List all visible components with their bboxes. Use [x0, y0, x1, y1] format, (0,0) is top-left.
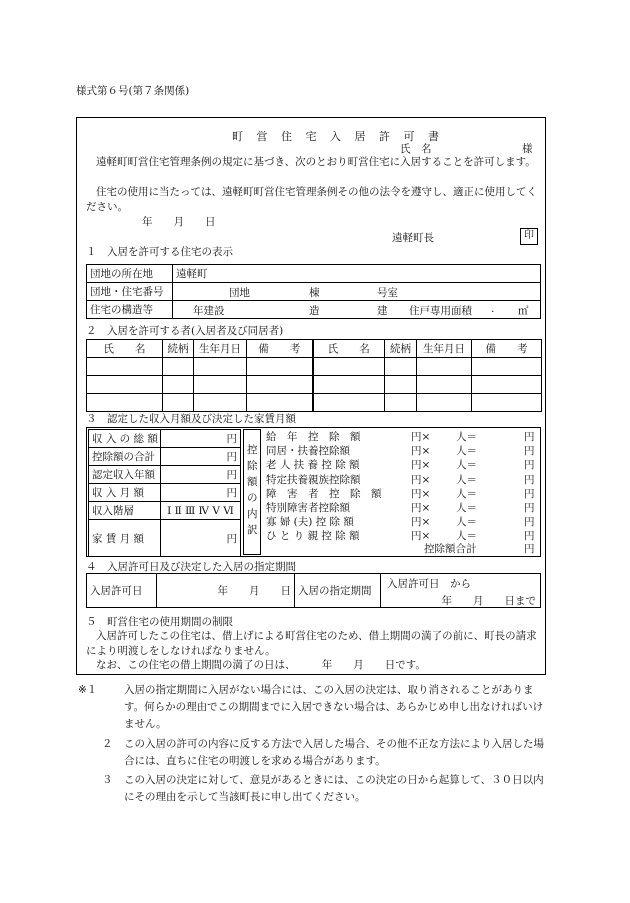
period-table — [86, 573, 541, 608]
ken-unit: 建 — [377, 305, 388, 317]
deduction-persons: 人＝ — [456, 516, 477, 529]
deduction-yen: 円 — [524, 431, 535, 443]
tou-unit: 棟 — [309, 287, 320, 299]
deduction-label: 特定扶養親族控除額 — [266, 473, 361, 486]
rent-label: 家 賃 月 額 — [89, 520, 161, 557]
section1-heading: １ 入居を許可する住宅の表示 — [86, 246, 233, 258]
period-from: 入居許可日 から — [387, 578, 471, 590]
annual-income-value: 円 — [161, 466, 241, 484]
note-3-text: この入居の決定に対して、意見があるときには、この決定の日から起算して、３０日以内にその理由を示して当該町長に申し出てください。 — [124, 774, 544, 803]
permit-date-value: 年 月 日 — [157, 574, 295, 608]
deduction-yen: 円 — [524, 516, 535, 529]
deduction-persons: 人＝ — [456, 530, 477, 543]
area-unit: ㎡ — [518, 305, 529, 317]
deduction-persons: 人＝ — [456, 487, 477, 500]
col-name-2: 氏 名 — [313, 340, 385, 358]
total-income-value: 円 — [161, 430, 241, 448]
rent-value: 円 — [161, 520, 241, 557]
deduction-yen: 円 — [524, 445, 535, 458]
deduction-yen-times: 円× — [411, 530, 431, 543]
monthly-income-value: 円 — [161, 484, 241, 502]
annual-income-label: 認定収入年額 — [89, 466, 161, 484]
period-label: 入居の指定期間 — [295, 574, 381, 608]
housing-table — [86, 264, 541, 319]
deduction-label: 障 害 者 控 除 額 — [266, 487, 382, 500]
number-label: 団地・住宅番号 — [87, 283, 173, 301]
seal-mark: 印 — [520, 228, 538, 245]
deduction-sum-value: 円 — [161, 448, 241, 466]
note-2-mark: ２ — [102, 738, 113, 750]
period-to: 年 月 日まで — [441, 595, 536, 607]
deduction-total-unit: 円 — [524, 543, 535, 555]
section5-paragraph-2: なお、この住宅の借上期間の満了の日は、 年 月 日です。 — [96, 659, 426, 671]
deduction-total-label: 控除額合計 — [424, 543, 477, 555]
income-table — [88, 429, 241, 557]
breakdown-char-1: 控 — [247, 444, 258, 456]
total-income-label: 収 入 の 総 額 — [89, 430, 161, 448]
location-label: 団地の所在地 — [87, 265, 173, 283]
issue-date: 年 月 日 — [142, 216, 216, 228]
deduction-yen-times: 円× — [411, 459, 431, 472]
deduction-yen-times: 円× — [411, 516, 431, 529]
breakdown-char-5: 内 — [247, 508, 258, 520]
occupant-row — [87, 376, 542, 394]
deduction-sum-label: 控除額の合計 — [89, 448, 161, 466]
deduction-yen: 円 — [524, 473, 535, 486]
built-year: 年建設 — [193, 305, 225, 317]
deduction-yen-times: 円× — [411, 473, 431, 486]
col-remarks-2: 備 考 — [472, 340, 542, 358]
document-title: 町 営 住 宅 入 居 許 可 書 — [232, 130, 444, 143]
form-number: 様式第６号(第７条関係) — [76, 85, 190, 97]
location-value: 遠軽町 — [173, 265, 541, 283]
col-birth-2: 生年月日 — [417, 340, 472, 358]
occupant-row — [87, 358, 542, 376]
deduction-persons: 人＝ — [456, 459, 477, 472]
intro-paragraph: 遠軽町町営住宅管理条例の規定に基づき、次のとおり町営住宅に入居することを許可します。 — [96, 156, 536, 168]
deduction-yen: 円 — [524, 502, 535, 514]
section5-paragraph-1: 入居許可したこの住宅は、借上げによる町営住宅のため、借上期間の満了の前に、町長の請求により明渡しをしなければなりません。 — [86, 630, 537, 657]
issuer-title: 遠軽町長 — [392, 232, 434, 244]
section5-heading: ５ 町営住宅の使用期間の制限 — [86, 616, 233, 628]
deduction-yen-times: 円× — [411, 431, 431, 443]
deduction-yen: 円 — [524, 459, 535, 472]
deduction-label: ひ と り 親 控 除 額 — [266, 530, 360, 543]
income-stage-label: 収入階層 — [89, 502, 161, 520]
deduction-yen: 円 — [524, 530, 535, 543]
deduction-persons: 人＝ — [456, 445, 477, 458]
period-value — [381, 574, 541, 608]
breakdown-char-3: 額 — [247, 476, 258, 488]
deduction-yen-times: 円× — [411, 445, 431, 458]
danchi-unit: 団地 — [229, 287, 250, 299]
col-name-1: 氏 名 — [87, 340, 163, 358]
structure-label: 住宅の構造等 — [87, 301, 173, 319]
section2-heading: ２ 入居を許可する者(入居者及び同居者) — [86, 325, 284, 337]
addressee-honorific: 様 — [522, 143, 533, 155]
occupants-table — [86, 339, 542, 412]
deduction-persons: 人＝ — [456, 431, 477, 443]
note-1-mark: ※１ — [78, 684, 98, 696]
goshitsu-unit: 号室 — [377, 287, 398, 299]
deduction-label: 老 人 扶 養 控 除 額 — [266, 459, 360, 472]
deduction-yen: 円 — [524, 487, 535, 500]
deduction-persons: 人＝ — [456, 473, 477, 486]
deduction-label: 寡 婦 (夫) 控 除 額 — [266, 516, 354, 529]
deduction-yen-times: 円× — [411, 487, 431, 500]
note-2-text: この入居の許可の内容に反する方法で入居した場合、その他不正な方法により入居した場合には、直ちに住宅の明渡しを求める場合があります。 — [124, 738, 544, 767]
col-remarks-1: 備 考 — [247, 340, 313, 358]
deduction-label: 給 年 控 除 額 — [266, 431, 361, 443]
deduction-label: 同居・扶養控除額 — [266, 445, 350, 458]
monthly-income-label: 収 入 月 額 — [89, 484, 161, 502]
occupant-row — [87, 394, 542, 412]
addressee-name-label: 氏 名 — [400, 143, 432, 155]
number-value — [173, 283, 541, 301]
area-label: 住戸専用面積 — [409, 305, 472, 317]
deduction-persons: 人＝ — [456, 502, 477, 514]
breakdown-char-6: 訳 — [247, 524, 258, 536]
deduction-yen-times: 円× — [411, 502, 431, 514]
note-1-text: 入居の指定期間に入居がない場合には、この入居の決定は、取り消されることがあります。何らかの理由でこの期間までに入居できない場合は、あらかじめ申し出なければいけません。 — [124, 684, 544, 730]
usage-paragraph: 住宅の使用に当たっては、遠軽町町営住宅管理条例その他の法令を遵守し、適正に使用してください。 — [86, 186, 537, 213]
col-relation-2: 続柄 — [385, 340, 417, 358]
breakdown-char-2: 除 — [247, 460, 258, 472]
section4-heading: ４ 入居許可日及び決定した入居の指定期間 — [86, 561, 296, 573]
note-3-mark: ３ — [102, 774, 113, 786]
deduction-label: 特別障害者控除額 — [266, 502, 350, 514]
section3-heading: ３ 認定した収入月額及び決定した家賃月額 — [86, 413, 296, 425]
zou-unit: 造 — [309, 305, 320, 317]
breakdown-char-4: の — [247, 492, 258, 504]
area-dot: . — [491, 303, 495, 315]
permit-date-label: 入居許可日 — [87, 574, 157, 608]
structure-value — [173, 301, 541, 319]
col-relation-1: 続柄 — [163, 340, 194, 358]
income-stage-values: Ⅰ Ⅱ Ⅲ Ⅳ Ⅴ Ⅵ — [161, 502, 241, 520]
col-birth-1: 生年月日 — [194, 340, 247, 358]
